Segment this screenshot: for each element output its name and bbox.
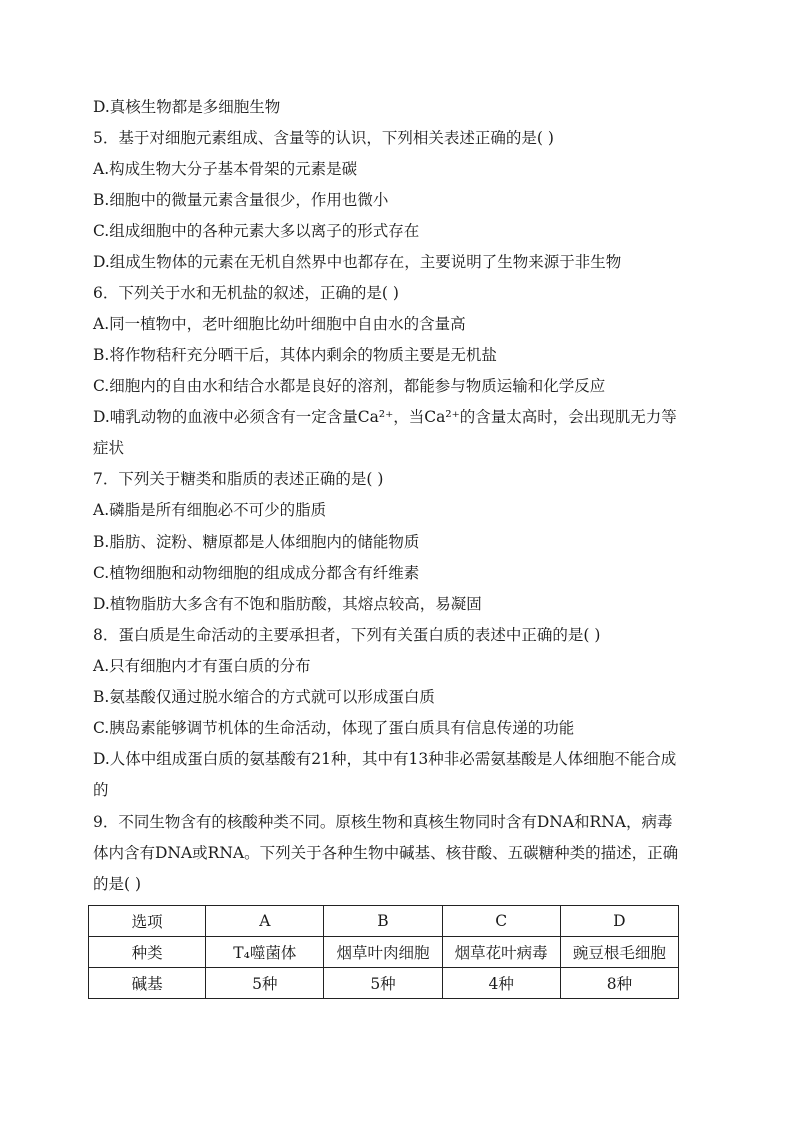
question-5-option-b: B.细胞中的微量元素含量很少，作用也微小: [93, 191, 389, 209]
question-7-option-c: C.植物细胞和动物细胞的组成成分都含有纤维素: [93, 564, 420, 582]
table-row: [89, 937, 679, 968]
question-6-option-c: C.细胞内的自由水和结合水都是良好的溶剂，都能参与物质运输和化学反应: [93, 377, 606, 395]
question-6-option-b: B.将作物秸秆充分晒干后，其体内剩余的物质主要是无机盐: [93, 346, 497, 364]
options-table: [88, 905, 679, 999]
table-cell: C: [442, 906, 560, 937]
table-cell: 4种: [442, 968, 560, 999]
table-cell: 8种: [560, 968, 678, 999]
question-7-stem: 7．下列关于糖类和脂质的表述正确的是( ): [93, 470, 384, 488]
question-8-option-d: D.人体中组成蛋白质的氨基酸有21种，其中有13种非必需氨基酸是人体细胞不能合成: [93, 750, 677, 768]
question-7-option-b: B.脂肪、淀粉、糖原都是人体细胞内的储能物质: [93, 533, 420, 551]
table-row: [89, 968, 679, 999]
table-cell: 选项: [89, 906, 206, 937]
table-cell: T₄噬菌体: [206, 937, 324, 968]
question-9-stem: 9．不同生物含有的核酸种类不同。原核生物和真核生物同时含有DNA和RNA，病毒: [93, 813, 673, 831]
question-9-stem-end: 的是( ): [93, 875, 142, 893]
table-cell: 5种: [324, 968, 442, 999]
table-cell: 碱基: [89, 968, 206, 999]
question-7-option-a: A.磷脂是所有细胞必不可少的脂质: [93, 501, 327, 519]
question-5-stem: 5．基于对细胞元素组成、含量等的认识，下列相关表述正确的是( ): [93, 129, 554, 147]
table-cell: 5种: [206, 968, 324, 999]
table-cell: 烟草花叶病毒: [442, 937, 560, 968]
question-8-option-a: A.只有细胞内才有蛋白质的分布: [93, 657, 311, 675]
question-8-stem: 8．蛋白质是生命活动的主要承担者，下列有关蛋白质的表述中正确的是( ): [93, 626, 601, 644]
table-cell: 豌豆根毛细胞: [560, 937, 678, 968]
question-5-option-d: D.组成生物体的元素在无机自然界中也都存在，主要说明了生物来源于非生物: [93, 253, 622, 271]
question-6-option-a: A.同一植物中，老叶细胞比幼叶细胞中自由水的含量高: [93, 315, 466, 333]
text-line: D.真核生物都是多细胞生物: [93, 98, 281, 116]
question-5-option-a: A.构成生物大分子基本骨架的元素是碳: [93, 160, 358, 178]
table-cell: D: [560, 906, 678, 937]
table-row: [89, 906, 679, 937]
table-cell: 种类: [89, 937, 206, 968]
question-8-option-c: C.胰岛素能够调节机体的生命活动，体现了蛋白质具有信息传递的功能: [93, 719, 575, 737]
question-8-option-b: B.氨基酸仅通过脱水缩合的方式就可以形成蛋白质: [93, 688, 435, 706]
question-6-option-d: D.哺乳动物的血液中必须含有一定含量Ca²⁺，当Ca²⁺的含量太高时，会出现肌无力等: [93, 408, 677, 426]
question-5-option-c: C.组成细胞中的各种元素大多以离子的形式存在: [93, 222, 420, 240]
table-cell: B: [324, 906, 442, 937]
question-6-stem: 6．下列关于水和无机盐的叙述，正确的是( ): [93, 284, 399, 302]
question-6-option-d-cont: 症状: [93, 439, 125, 457]
table-cell: A: [206, 906, 324, 937]
table-cell: 烟草叶肉细胞: [324, 937, 442, 968]
question-9-stem-cont: 体内含有DNA或RNA。下列关于各种生物中碱基、核苷酸、五碳糖种类的描述，正确: [93, 844, 679, 862]
question-8-option-d-cont: 的: [93, 781, 109, 799]
question-7-option-d: D.植物脂肪大多含有不饱和脂肪酸，其熔点较高，易凝固: [93, 595, 482, 613]
